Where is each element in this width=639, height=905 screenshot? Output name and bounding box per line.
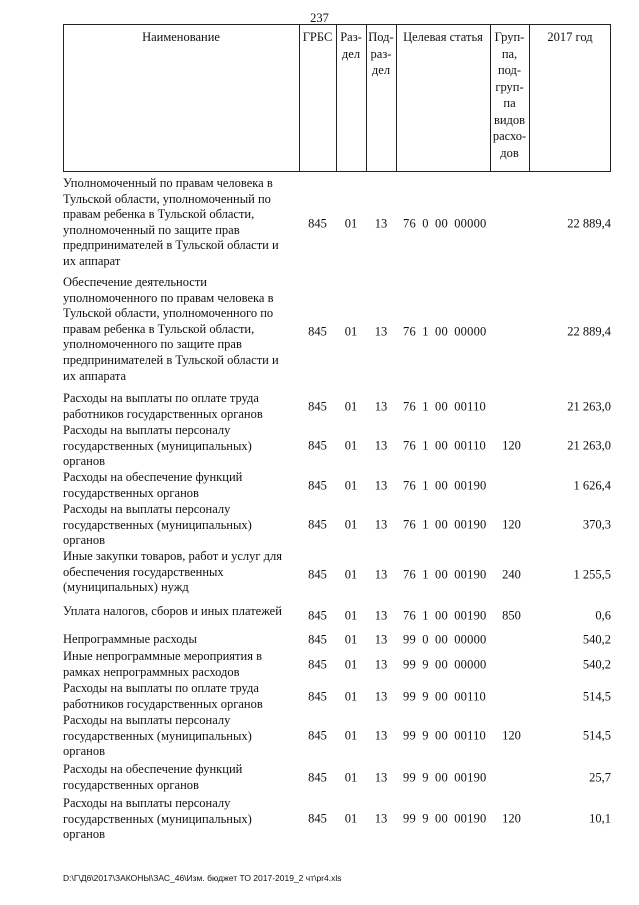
row-group: 850 xyxy=(502,608,521,623)
row-target: 99 9 00 00110 xyxy=(403,728,487,743)
row-sum: 22 889,4 xyxy=(567,216,611,231)
row-podrazdel: 13 xyxy=(374,438,388,453)
table-row xyxy=(63,632,611,648)
row-podrazdel: 13 xyxy=(374,657,388,671)
row-sum: 514,5 xyxy=(582,728,611,743)
row-name: Расходы на выплаты персоналу государственных (муниципальных) органов xyxy=(63,713,252,759)
row-grbs: 845 xyxy=(308,438,327,453)
row-target: 76 1 00 00190 xyxy=(403,567,487,582)
row-sum: 0,6 xyxy=(595,608,611,623)
row-razdel: 01 xyxy=(344,438,358,453)
table-row xyxy=(63,549,611,601)
row-sum: 10,1 xyxy=(589,811,611,826)
row-grbs: 845 xyxy=(308,216,327,231)
row-grbs: 845 xyxy=(308,632,327,647)
row-target: 76 1 00 00110 xyxy=(403,438,487,453)
row-razdel: 01 xyxy=(344,811,358,826)
row-razdel: 01 xyxy=(344,608,358,623)
row-name: Обеспечение деятельности уполномоченного по правам человека в Тульской области, уполномоченного по правам ребенка в Тульской области, уполномоченного по защите прав предпринимателей в Тульской области и их аппарата xyxy=(63,275,279,383)
row-podrazdel: 13 xyxy=(374,632,388,647)
row-target: 99 9 00 00000 xyxy=(403,657,487,671)
row-podrazdel: 13 xyxy=(374,324,388,338)
row-grbs: 845 xyxy=(308,567,327,582)
row-podrazdel: 13 xyxy=(374,689,388,703)
header-year: 2017 год xyxy=(547,30,593,44)
row-name: Уплата налогов, сборов и иных платежей xyxy=(63,604,282,618)
row-target: 76 1 00 00190 xyxy=(403,478,487,492)
table-row xyxy=(63,176,611,272)
table-row xyxy=(63,649,611,680)
row-podrazdel: 13 xyxy=(374,770,388,784)
row-name: Расходы на обеспечение функций государственных органов xyxy=(63,470,243,500)
header-razdel: Раз- дел xyxy=(340,30,362,61)
row-razdel: 01 xyxy=(344,728,358,743)
row-grbs: 845 xyxy=(308,689,327,703)
row-name: Расходы на выплаты по оплате труда работников государственных органов xyxy=(63,391,263,421)
table-row xyxy=(63,502,611,548)
row-podrazdel: 13 xyxy=(374,811,388,826)
row-grbs: 845 xyxy=(308,399,327,413)
row-target: 99 9 00 00190 xyxy=(403,811,487,826)
row-podrazdel: 13 xyxy=(374,608,388,623)
header-group: Груп- па, под- груп- па видов расхо- дов xyxy=(492,30,527,160)
row-sum: 370,3 xyxy=(582,517,611,532)
row-grbs: 845 xyxy=(308,728,327,743)
row-name: Непрограммные расходы xyxy=(63,632,197,646)
row-razdel: 01 xyxy=(344,657,358,671)
row-sum: 25,7 xyxy=(589,770,611,784)
row-name: Расходы на выплаты персоналу государственных (муниципальных) органов xyxy=(63,796,252,842)
row-name: Уполномоченный по правам человека в Тульской области, уполномоченный по правам ребенка в Тульской области, уполномоченный по защите прав предпринимателей в Тульской области и их аппарат xyxy=(63,176,279,268)
row-grbs: 845 xyxy=(308,324,327,338)
row-podrazdel: 13 xyxy=(374,517,388,532)
row-sum: 514,5 xyxy=(582,689,611,703)
row-name: Расходы на выплаты по оплате труда работников государственных органов xyxy=(63,681,263,711)
row-sum: 1 255,5 xyxy=(573,567,611,582)
row-razdel: 01 xyxy=(344,517,358,532)
row-razdel: 01 xyxy=(344,770,358,784)
row-razdel: 01 xyxy=(344,567,358,582)
row-sum: 21 263,0 xyxy=(567,399,611,413)
row-group: 120 xyxy=(502,811,521,826)
table-row xyxy=(63,423,611,469)
row-grbs: 845 xyxy=(308,770,327,784)
row-target: 76 1 00 00000 xyxy=(403,324,487,338)
row-name: Расходы на выплаты персоналу государственных (муниципальных) органов xyxy=(63,502,252,548)
table-row xyxy=(63,762,611,793)
row-group: 120 xyxy=(502,438,521,453)
header-grbs: ГРБС xyxy=(302,30,333,44)
row-target: 76 1 00 00190 xyxy=(403,517,487,532)
table-row xyxy=(63,470,611,501)
table-row xyxy=(63,681,611,712)
row-name: Расходы на обеспечение функций государственных органов xyxy=(63,762,243,792)
row-group: 120 xyxy=(502,517,521,532)
row-grbs: 845 xyxy=(308,657,327,671)
table-row xyxy=(63,275,611,388)
row-target: 76 0 00 00000 xyxy=(403,216,487,231)
row-podrazdel: 13 xyxy=(374,728,388,743)
table-row xyxy=(63,713,611,759)
row-podrazdel: 13 xyxy=(374,478,388,492)
row-target: 76 1 00 00190 xyxy=(403,608,487,623)
table-header xyxy=(63,24,611,172)
row-razdel: 01 xyxy=(344,399,358,413)
row-group: 120 xyxy=(502,728,521,743)
row-grbs: 845 xyxy=(308,478,327,492)
row-target: 99 9 00 00190 xyxy=(403,770,487,784)
table-row xyxy=(63,391,611,422)
row-name: Иные непрограммные мероприятия в рамках непрограммных расходов xyxy=(63,649,262,679)
row-target: 76 1 00 00110 xyxy=(403,399,487,413)
header-target: Целевая статья xyxy=(403,30,483,44)
file-path-footer: D:\Г\Д6\2017\ЗАКОНЫ\ЗАС_46\Изм. бюджет ТО 2017-2019_2 чт\pr4.xls xyxy=(63,873,342,883)
row-podrazdel: 13 xyxy=(374,399,388,413)
row-razdel: 01 xyxy=(344,478,358,492)
header-border xyxy=(610,25,611,171)
table-row xyxy=(63,604,611,628)
row-name: Иные закупки товаров, работ и услуг для обеспечения государственных (муниципальных) нужд xyxy=(63,549,283,595)
row-razdel: 01 xyxy=(344,324,358,338)
row-sum: 21 263,0 xyxy=(567,438,611,453)
row-grbs: 845 xyxy=(308,517,327,532)
row-target: 99 0 00 00000 xyxy=(403,632,487,647)
row-group: 240 xyxy=(502,567,521,582)
row-razdel: 01 xyxy=(344,689,358,703)
row-sum: 1 626,4 xyxy=(573,478,611,492)
row-name: Расходы на выплаты персоналу государственных (муниципальных) органов xyxy=(63,423,252,469)
row-podrazdel: 13 xyxy=(374,567,388,582)
table-row xyxy=(63,796,611,842)
row-podrazdel: 13 xyxy=(374,216,388,231)
row-sum: 540,2 xyxy=(582,657,611,671)
row-sum: 22 889,4 xyxy=(567,324,611,338)
page-number: 237 xyxy=(310,11,329,25)
header-podrazdel: Под- раз- дел xyxy=(368,30,394,77)
row-grbs: 845 xyxy=(308,811,327,826)
row-razdel: 01 xyxy=(344,216,358,231)
row-sum: 540,2 xyxy=(582,632,611,647)
row-target: 99 9 00 00110 xyxy=(403,689,487,703)
row-razdel: 01 xyxy=(344,632,358,647)
header-name: Наименование xyxy=(142,30,220,44)
row-grbs: 845 xyxy=(308,608,327,623)
